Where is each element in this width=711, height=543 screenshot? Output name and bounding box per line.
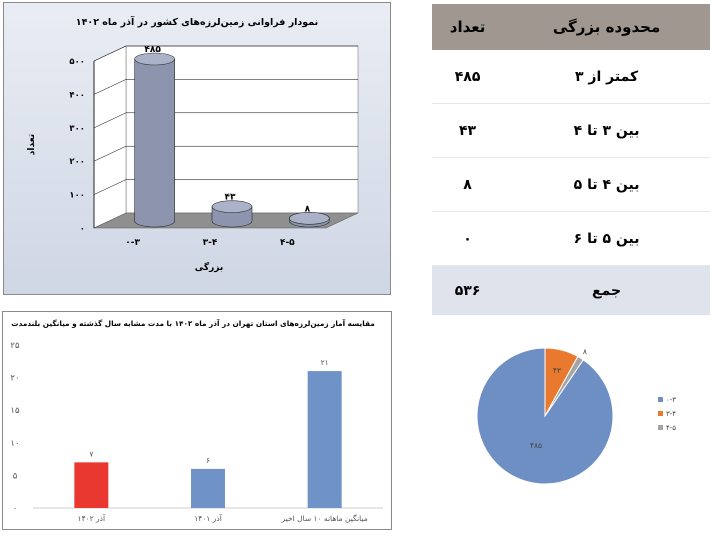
table-row [432,212,710,266]
table-cell-range: بین ۳ تا ۴ [503,104,710,158]
bar-value-label: ۷ [89,449,94,459]
magnitude-table-grid [432,4,710,315]
x-axis-title: بزرگی [194,263,224,273]
y-tick-label: ۱۵ [10,406,20,417]
bar [308,371,342,508]
y-tick-label: ۱۰۰ [69,190,85,201]
table-header-row [432,4,710,50]
x-tick-label: ۴-۵ [279,238,295,248]
side-wall [94,46,126,228]
chart-title: نمودار فراوانی زمین‌لرزه‌های کشور در آذر ماه ۱۴۰۲ [75,17,319,28]
table-cell-count: ۸ [432,158,503,212]
x-tick-label: ۳-۴ [202,238,218,248]
table-cell-range: کمتر از ۳ [503,50,710,104]
bar-value-label: ۲۱ [320,358,329,368]
table-cell-count: ۰ [432,212,503,266]
y-tick-label: ۴۰۰ [69,90,85,101]
y-axis-title: تعداد [27,133,37,156]
table-header-range: محدوده بزرگی [503,4,710,50]
x-tick-label: آذر ۱۴۰۲ [77,514,106,523]
legend-label: ۳-۴ [666,410,677,418]
bar-value-label: ۴۸۵ [144,45,161,56]
y-tick-label: ۲۵ [10,341,20,351]
table-cell-range: بین ۵ تا ۶ [503,212,710,266]
tehran-comparison-chart [2,311,392,530]
table-total-row [432,266,710,316]
legend-swatch [658,425,663,430]
bar-cylinder-body [135,59,175,227]
bar-value-label: ۴۳ [224,192,236,203]
table-cell-count: ۴۸۵ [432,50,503,104]
y-tick-label: ۰ [79,224,85,234]
magnitude-table [432,4,710,299]
y-tick-label: ۲۰۰ [69,157,85,168]
magnitude-pie-chart [432,316,710,506]
y-tick-label: ۱۰ [10,438,20,449]
bar-value-label: ۶ [205,455,211,465]
table-row [432,50,710,104]
bar [74,462,108,508]
tehran-comparison-svg [3,312,391,529]
magnitude-frequency-svg [4,3,390,294]
table-cell-range: بین ۴ تا ۵ [503,158,710,212]
table-row [432,104,710,158]
pie-value-label: ۴۳ [552,365,561,375]
magnitude-pie-svg [432,316,710,506]
y-tick-label: ۲۰ [10,373,20,384]
pie-value-label: ۸ [582,347,587,357]
y-tick-label: ۵ [12,471,18,482]
table-total-count: ۵۳۶ [432,266,503,316]
y-tick-label: ۵۰۰ [69,57,85,67]
table-header-count: تعداد [432,4,503,50]
y-tick-label: ۳۰۰ [69,123,85,134]
legend-swatch [658,411,663,416]
chart-title: مقایسه آمار زمین‌لرزه‌های استان تهران در آذر ماه ۱۴۰۲ با مدت مشابه سال گذشته و میانگین بلندمدت [11,319,375,328]
pie-value-label: ۴۸۵ [529,441,543,451]
x-tick-label: آذر ۱۴۰۱ [194,514,222,523]
legend-label: ۰-۳ [666,396,677,404]
x-tick-label: میانگین ماهانه ۱۰ سال اخیر [281,514,368,523]
table-total-label: جمع [503,266,710,316]
bar [191,469,225,508]
x-tick-label: ۰-۳ [125,238,141,248]
table-cell-count: ۴۳ [432,104,503,158]
legend-swatch [658,397,663,402]
table-row [432,158,710,212]
magnitude-frequency-chart [3,2,391,295]
y-tick-label: ۰ [12,504,18,514]
legend-label: ۴-۵ [666,424,677,432]
bar-value-label: ۸ [304,204,311,215]
